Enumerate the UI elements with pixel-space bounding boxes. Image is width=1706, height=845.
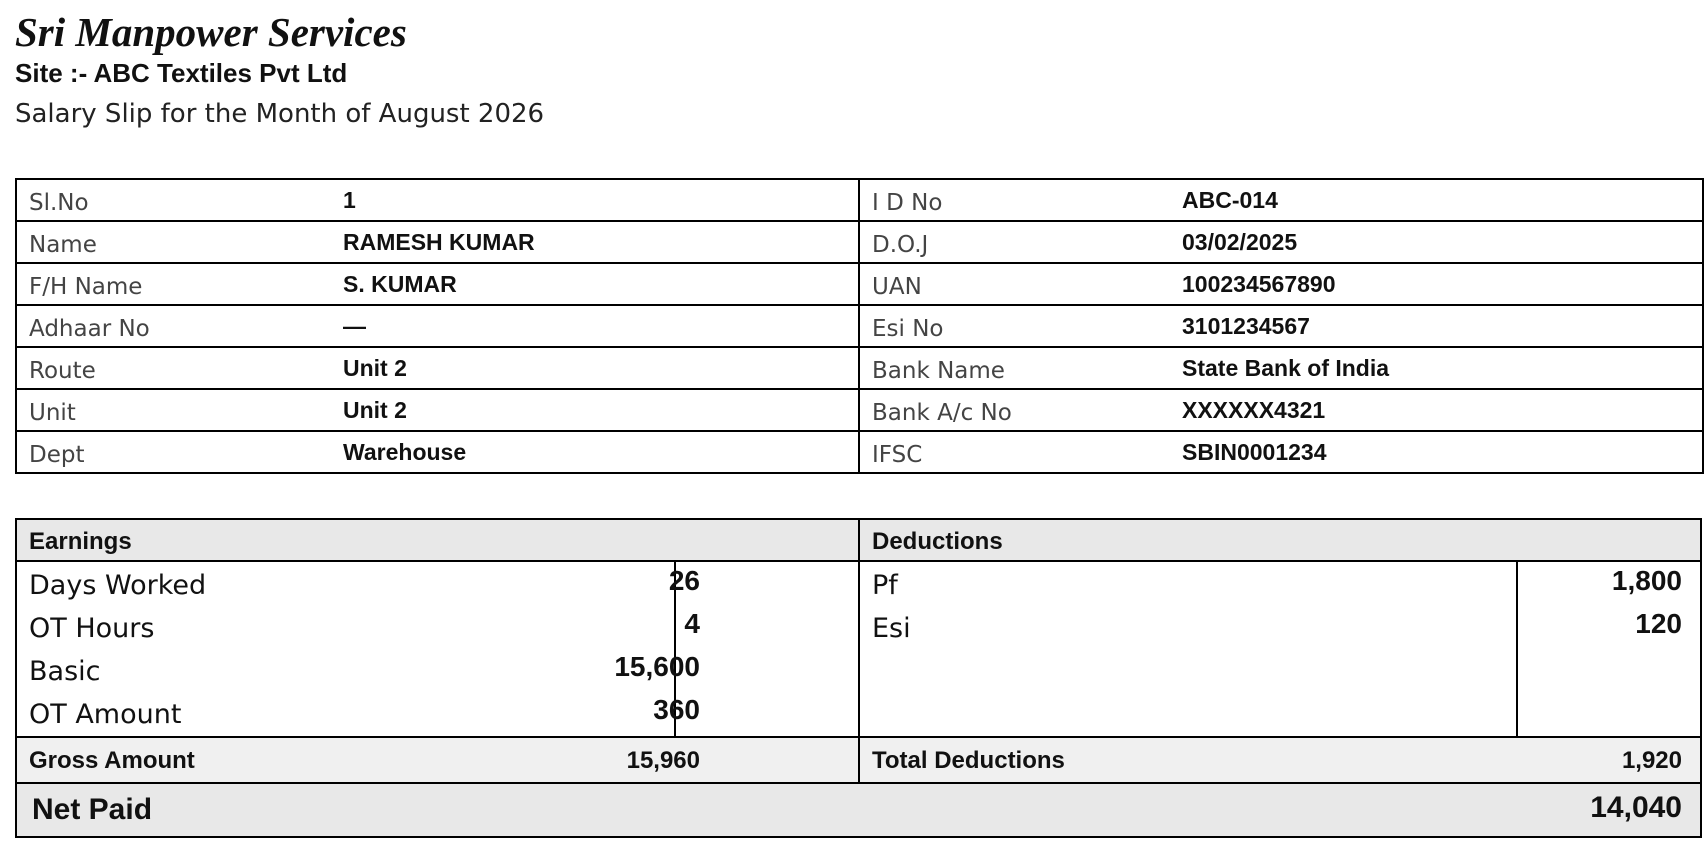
gross-label: Gross Amount <box>29 747 195 774</box>
info-cell-right <box>859 179 1703 221</box>
employee-info-table <box>15 178 1704 474</box>
deductions-value-divider <box>1516 562 1518 736</box>
deduction-value: 120 <box>1635 608 1682 639</box>
field-label: Adhaar No <box>29 316 150 342</box>
totals-row <box>17 736 1700 784</box>
earning-value: 26 <box>668 565 700 596</box>
field-label: Dept <box>29 442 85 468</box>
gross-value: 15,960 <box>626 747 700 774</box>
field-value: RAMESH KUMAR <box>343 229 535 255</box>
info-row <box>16 221 1703 263</box>
info-cell-left <box>16 179 859 221</box>
earnings-heading: Earnings <box>29 528 132 555</box>
net-paid-label: Net Paid <box>32 793 153 826</box>
deductions-heading: Deductions <box>872 528 1003 555</box>
field-label: Bank Name <box>872 358 1005 384</box>
field-label: Name <box>29 232 97 258</box>
info-cell-right <box>859 389 1703 431</box>
net-paid-row <box>17 784 1700 836</box>
field-value: — <box>343 313 366 339</box>
field-value: 3101234567 <box>1182 313 1310 339</box>
field-label: Sl.No <box>29 190 89 216</box>
deductions-header <box>860 520 1700 562</box>
info-cell-right <box>859 347 1703 389</box>
field-label: Bank A/c No <box>872 400 1012 426</box>
info-cell-left <box>16 347 859 389</box>
info-row <box>16 179 1703 221</box>
total-deductions-label: Total Deductions <box>872 747 1065 774</box>
deduction-value: 1,800 <box>1611 565 1682 596</box>
info-row <box>16 347 1703 389</box>
info-row <box>16 305 1703 347</box>
deduction-label: Pf <box>872 570 898 601</box>
totals-divider <box>858 738 860 784</box>
field-value: 1 <box>343 187 356 213</box>
field-value: ABC-014 <box>1182 187 1278 213</box>
info-row <box>16 431 1703 473</box>
company-name: Sri Manpower Services <box>15 9 407 55</box>
field-value: 03/02/2025 <box>1182 229 1298 255</box>
site-name: Site :- ABC Textiles Pvt Ltd <box>15 58 348 88</box>
field-value: Unit 2 <box>343 397 407 423</box>
info-cell-left <box>16 263 859 305</box>
field-value: SBIN0001234 <box>1182 439 1327 465</box>
info-cell-right <box>859 263 1703 305</box>
earning-label: OT Hours <box>29 613 155 644</box>
pay-table <box>15 518 1702 838</box>
info-cell-right <box>859 221 1703 263</box>
deduction-label: Esi <box>872 613 911 644</box>
field-value: 100234567890 <box>1182 271 1336 297</box>
info-cell-left <box>16 221 859 263</box>
field-value: XXXXXX4321 <box>1182 397 1326 423</box>
info-row <box>16 389 1703 431</box>
field-label: Unit <box>29 400 76 426</box>
net-paid-value: 14,040 <box>1590 791 1682 824</box>
field-value: Unit 2 <box>343 355 407 381</box>
info-cell-left <box>16 305 859 347</box>
field-value: Warehouse <box>343 439 467 465</box>
field-label: UAN <box>872 274 922 300</box>
earning-value: 15,600 <box>614 651 700 682</box>
field-label: IFSC <box>872 442 923 468</box>
earning-value: 360 <box>653 694 700 725</box>
field-label: I D No <box>872 190 943 216</box>
earning-label: Basic <box>29 656 101 687</box>
field-label: D.O.J <box>872 232 929 258</box>
info-cell-left <box>16 431 859 473</box>
info-cell-left <box>16 389 859 431</box>
earnings-header <box>17 520 860 562</box>
slip-title: Salary Slip for the Month of August 2026 <box>15 99 545 129</box>
earning-label: Days Worked <box>29 570 207 601</box>
field-value: State Bank of India <box>1182 355 1390 381</box>
field-label: Route <box>29 358 96 384</box>
earning-value: 4 <box>684 608 700 639</box>
info-cell-right <box>859 305 1703 347</box>
total-deductions-value: 1,920 <box>1621 747 1682 774</box>
field-label: F/H Name <box>29 274 143 300</box>
earning-label: OT Amount <box>29 699 182 730</box>
info-row <box>16 263 1703 305</box>
field-label: Esi No <box>872 316 944 342</box>
info-cell-right <box>859 431 1703 473</box>
field-value: S. KUMAR <box>343 271 457 297</box>
